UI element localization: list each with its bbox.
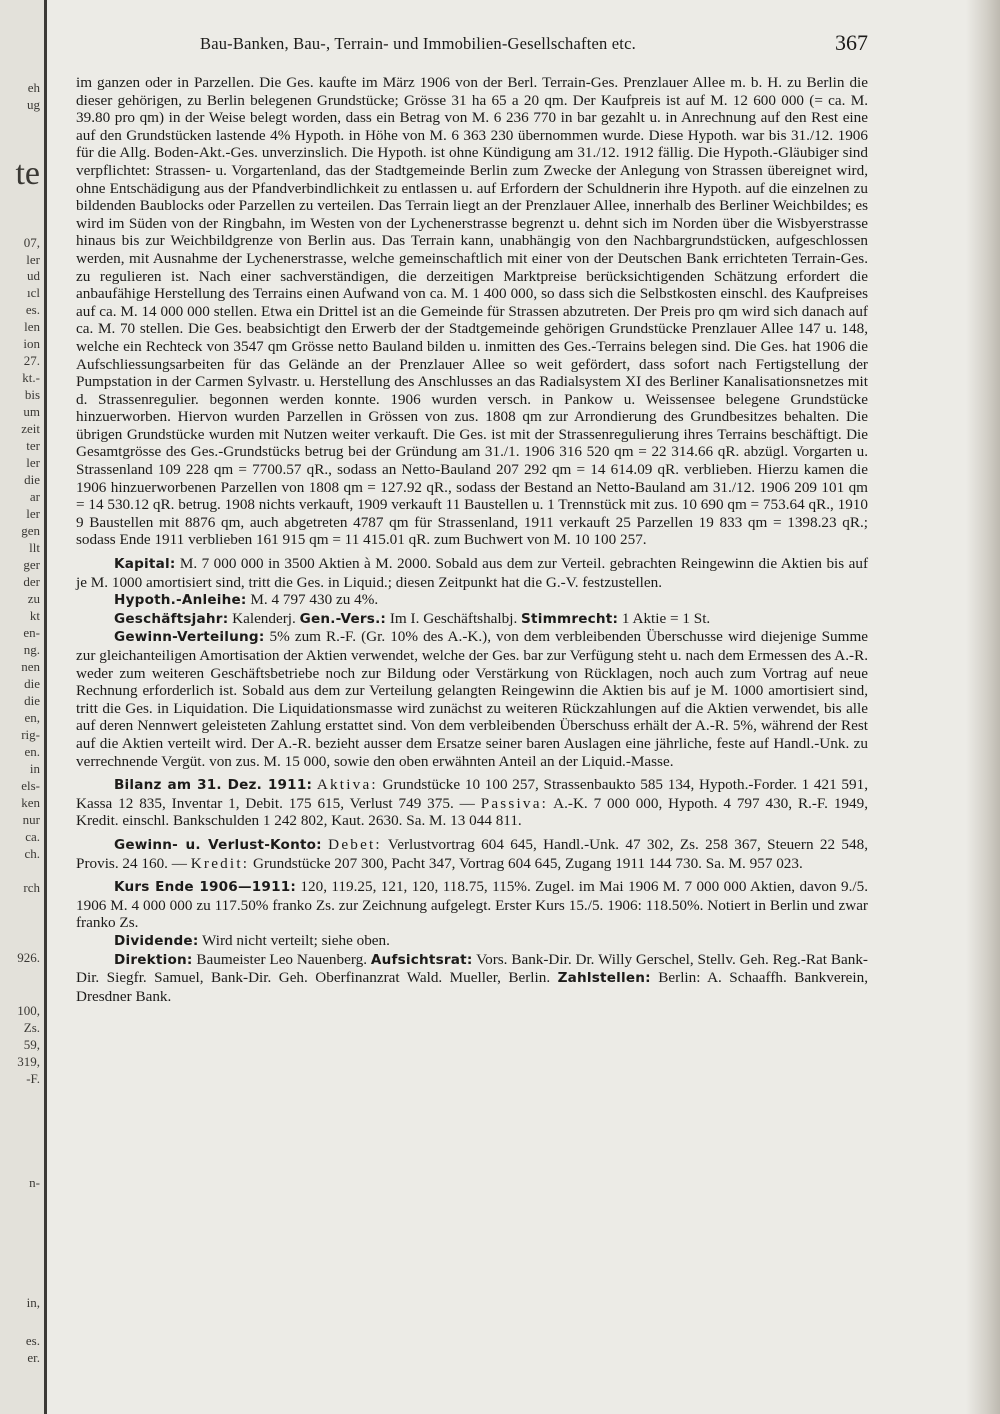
- section-label: Dividende:: [114, 932, 199, 949]
- margin-fragment: 27.: [23, 353, 40, 368]
- paragraph-text: A.-K. 7 000 000, Hypoth. 4 797 430, R.-F. 1949, Kredit. einschl. Bankschulden 1 242 802, Kaut. 2630. Sa. M. 13 044 811.: [76, 794, 868, 830]
- margin-fragment: Zs.: [23, 1020, 40, 1035]
- margin-fragment: nur: [22, 812, 40, 827]
- margin-fragment: len: [24, 319, 40, 334]
- page-number: 367: [835, 30, 868, 55]
- margin-fragment: te: [15, 155, 40, 192]
- adjacent-page-edge: [0, 0, 47, 1414]
- margin-fragment: -F.: [26, 1071, 40, 1086]
- margin-fragment: 59,: [23, 1037, 40, 1052]
- paragraph-kurs: [76, 878, 868, 932]
- margin-fragment: bis: [24, 387, 40, 402]
- margin-fragment: ca.: [25, 829, 40, 844]
- paragraph-text: M. 7 000 000 in 3500 Aktien à M. 2000. Sobald aus dem zur Verteil. gebrachten Reingewinn die Aktien bis auf je M. 1000 amortisiert sind, tritt die Ges. in Liquid.; diesen Zeitpunkt hat die G.-V. festzustellen.: [76, 555, 869, 591]
- paragraph-text: M. 4 797 430 zu 4%.: [250, 591, 379, 609]
- margin-fragment: zu: [27, 591, 40, 606]
- paragraph-text: Grundstücke 207 300, Pacht 347, Vortrag 604 645, Zugang 1911 144 730. Sa. M. 957 023.: [252, 854, 803, 872]
- margin-fragment: gen: [21, 523, 40, 538]
- margin-fragment: in,: [26, 1295, 40, 1310]
- margin-fragment: llt: [29, 540, 40, 555]
- body-text: [76, 74, 868, 1005]
- margin-fragment: die: [24, 676, 40, 691]
- paragraph-gewinn-verlust-konto: [76, 836, 868, 872]
- paragraph-text: 1 Aktie = 1 St.: [621, 609, 711, 627]
- margin-fragment: rch: [23, 880, 40, 895]
- margin-fragment: die: [24, 693, 40, 708]
- section-label: Stimmrecht:: [521, 610, 619, 627]
- margin-fragment: er.: [27, 1350, 40, 1365]
- margin-fragment: 926.: [17, 950, 40, 965]
- margin-fragment: 07,: [23, 235, 40, 250]
- paragraph-dividende: [76, 932, 868, 951]
- margin-fragment: 319,: [17, 1054, 40, 1069]
- margin-fragment: um: [23, 404, 40, 419]
- paragraph-bilanz: [76, 776, 868, 830]
- spaced-label: Passiva:: [480, 794, 549, 812]
- paragraph-text: Baumeister Leo Nauenberg.: [196, 950, 368, 968]
- margin-fragment: els-: [21, 778, 40, 793]
- margin-fragment: ar: [29, 489, 40, 504]
- section-label: Direktion:: [114, 951, 193, 968]
- margin-fragment: ch.: [24, 846, 40, 861]
- section-label: Geschäftsjahr:: [114, 610, 229, 627]
- running-title: Bau-Banken, Bau-, Terrain- und Immobilien-Gesellschaften etc.: [200, 34, 636, 53]
- margin-fragment: kt: [29, 608, 40, 623]
- spaced-label: Kredit:: [190, 854, 250, 872]
- margin-fragment: ler: [26, 252, 40, 267]
- paragraph-text: 5% zum R.-F. (Gr. 10% des A.-K.), von dem verbleibenden Überschusse wird diejenige Summe zur gleichanteiligen Amortisation der Aktien verwendet, welche der Ges. bar zur Verfügung steht u. nach dem Ermessen des A.-R. weder zum weiteren Geschäftsbetriebe noch zur Bildung oder Verstärkung von Rücklagen, noch auch zum Vortrag auf neue Rechnung erforderlich ist. Sobald aus dem zur Verteilung gelangten Reingewinn die Aktien bis auf je M. 1000 amortisiert sind, tritt die Ges. in Liquidation. Die Liquidationsmasse wird zunächst zu weiteren Rückzahlungen auf die Aktien verwendet, bis alle auf deren Nennwert geleisteten Zahlung erstattet sind. Von dem verbleibenden Überschuss erhält der A.-R. 5%, während der Rest auf die Aktien verteilt wird. Der A.-R. bezieht ausser dem Ersatze seiner baren Auslagen eine jährliche, feste auf Handl.-Unk. zu verrechnende Vergüt. von zus. M. 15 000, sowie den oben erwähnten Anteil an der Liquid.-Masse.: [76, 628, 868, 770]
- section-label: Gen.-Vers.:: [299, 610, 387, 627]
- paragraph-direktion: [76, 951, 868, 1006]
- section-label: Hypoth.-Anleihe:: [114, 592, 247, 609]
- margin-fragment: ion: [23, 336, 40, 351]
- paragraph-text: Im I. Geschäftshalbj.: [389, 609, 518, 627]
- margin-fragment: die: [24, 472, 40, 487]
- page-header: [76, 30, 868, 60]
- section-label: Gewinn- u. Verlust-Konto:: [114, 836, 322, 853]
- margin-fragment: nen: [21, 659, 40, 674]
- margin-fragment: en,: [24, 710, 40, 725]
- margin-fragment: n-: [29, 1175, 40, 1190]
- margin-fragment: kt.-: [22, 370, 40, 385]
- margin-fragment: ken: [21, 795, 40, 810]
- section-label: Kurs Ende 1906—1911:: [114, 879, 297, 896]
- section-label: Aufsichtsrat:: [370, 951, 473, 968]
- paragraph-text: Wird nicht verteilt; siehe oben.: [202, 931, 390, 949]
- margin-fragment: ler: [26, 506, 40, 521]
- spaced-label: Aktiva:: [316, 776, 378, 794]
- paragraph-gewinn-verteilung: [76, 628, 868, 770]
- book-spine-shadow: [966, 0, 1000, 1414]
- paragraph-text: Berlin: A. Schaaffh. Bankverein, Dresdner Bank.: [76, 969, 869, 1005]
- margin-fragment: der: [23, 574, 40, 589]
- section-label: Gewinn-Verteilung:: [114, 629, 265, 646]
- section-label: Zahlstellen:: [557, 970, 651, 987]
- paragraph-kapital: [76, 555, 868, 591]
- margin-fragment: es.: [25, 302, 40, 317]
- margin-fragment: ug: [27, 97, 40, 112]
- margin-fragment: in: [29, 761, 40, 776]
- margin-fragment: ger: [23, 557, 40, 572]
- margin-fragment: ler: [26, 455, 40, 470]
- margin-fragment: ter: [26, 438, 40, 453]
- section-label: Bilanz am 31. Dez. 1911:: [114, 777, 313, 794]
- paragraph-text: Verlustvortrag 604 645, Handl.-Unk. 47 302, Zs. 258 367, Steuern 22 548, Provis. 24 160. —: [76, 835, 868, 872]
- margin-fragment: rig-: [21, 727, 40, 742]
- paragraph-text: im ganzen oder in Parzellen. Die Ges. kaufte im März 1906 von der Berl. Terrain-Ges. Prenzlauer Allee m. b. H. zu Berlin die dieser gehörigen, zu Berlin belegenen Grundstücke; Grösse 31 ha 65 a 20 qm. Der Kaufpreis ist auf M. 12 600 000 (= ca. M. 39.80 pro qm) in der Weise belegt worden, dass ein Betrag von M. 6 236 770 in bar gezahlt u. in Anrechnung auf den Rest eine auf den Grundstücken lastende 4% Hypoth. in Höhe von M. 6 363 230 übernommen wurde. Diese Hypoth. war bis 31./12. 1906 für die Allg. Boden-Akt.-Ges. unverzinslich. Die Hypoth. ist ohne Kündigung am 31./12. 1912 fällig. Die Hypoth.-Gläubiger sind verpflichtet: Strassen- u. Vorgartenland, das der Stadtgemeinde Berlin zum Zwecke der Anlegung von Strassen übereignet wird, ohne Entschädigung aus der Pfandverbindlichkeit zu entlassen u. auf Erfordern der Schuldnerin ihre Hypoth. auf die einzelnen zu bildenden Baublocks oder Parzellen zu verteilen. Das Terrain liegt an der Prenzlauer Allee, innerhalb des Berliner Weichbildes; es wird im Süden von der Ringbahn, im Westen von der Lychenerstrasse begrenzt u. dehnt sich im Norden über die Wisbyerstrasse hinaus bis zur Weichbildgrenze von Berlin aus. Das Terrain kann, unabhängig von den Nachbargrundstücken, aufgeschlossen werden, mit Ausnahme der Lychenerstrasse, welche gemeinschaftlich mit einer von der Deutschen Bank errichteten Terrain-Ges. zu regulieren ist. Nach einer sachverständigen, die derzeitigen Marktpreise berücksichtigenden Schätzung erfordert die anbaufähige Herstellung des Terrains einen Aufwand von ca. M. 1 400 000, so dass sich die Selbstkosten einschl. des Kaufpreises auf ca. M. 14 000 000 stellen. Etwa ein Drittel ist an die Gemeinde für Strassen abzutreten. Der Preis pro qm wird sich danach auf ca. M. 70 stellen. Die Ges. beabsichtigt den Erwerb der der Stadtgemeinde gehörigen Grundstücke Prenzlauer Allee 147 u. 148, welche ein Rechteck von 3547 qm Grösse netto Bauland bilden u. inmitten des Ges.-Terrains belegen sind. Die Ges. hat 1906 die Aufschliessungsarbeiten für das Gelände an der Prenzlauer Allee so weit gefördert, dass sofort nach Fertigstellung der Pumpstation in der Carmen Sylvastr. u. Herstellung des Anschlusses an das Radialsystem XI des Berliner Kanalisationsnetzes mit d. Strassenregulier. begonnen werden konnte. 1906 wurden versch. in Pankow u. Weissensee belegene Grundstücke hinzuerworben. Hiervon wurden Parzellen in Grössen von zus. 1808 qm zur Arrondierung des Grundbesitzes behalten. Die übrigen Grundstücke wurden mit Nutzen weiter verkauft. Die Ges. ist mit der Strassenregulierung ihres Terrains beschäftigt. Die Gesamtgrösse des Ges.-Grundstücks betrug bei der Gründung am 31./1. 1906 316 520 qm = 22 314.66 qR. abzügl. Vorgarten u. Strassenland 109 228 qm = 7700.57 qR., sodass an Netto-Bauland 207 292 qm = 14 614.09 qR. verblieben. Hierzu kamen die 1906 hinzuerworbenen Parzellen von 1808 qm = 127.92 qR., sodass der Bestand an Netto-Bauland am 31./12. 1906 209 101 qm = 14 530.12 qR. betrug. 1908 nichts verkauft, 1909 verkauft 11 Baustellen u. 1 Trennstück mit zus. 10 690 qm = 753.64 qR., 1910 9 Baustellen mit 8876 qm, auch abgetreten 4787 qm für Strassenland, 1911 verkauft 25 Parzellen 19 833 qm = 1398.23 qR.; sodass Ende 1911 verblieben 161 915 qm = 11 415.01 qR. zum Buchwert von M. 10 100 257.: [76, 74, 868, 549]
- paragraph-terrain-description: [76, 74, 868, 549]
- paragraph-text: Kalenderj.: [232, 609, 296, 627]
- margin-fragment: ud: [27, 268, 40, 283]
- margin-fragment: zeit: [21, 421, 40, 436]
- spaced-label: Debet:: [328, 835, 382, 853]
- paragraph-hypoth-anleihe: [76, 591, 868, 610]
- paragraph-text: Vors. Bank-Dir. Dr. Willy Gerschel, Stellv. Geh. Reg.-Rat Bank-Dir. Siegfr. Samuel, Bank-Dir. Geh. Oberfinanzrat Wald. Mueller, Berlin.: [76, 950, 868, 987]
- margin-fragment: 100,: [17, 1003, 40, 1018]
- paragraph-text: Grundstücke 10 100 257, Strassenbaukto 585 134, Hypoth.-Forder. 1 421 591, Kassa 12 835, Inventar 1, Debit. 175 615, Verlust 749 375. —: [76, 776, 868, 812]
- paragraph-geschaeftsjahr: [76, 610, 868, 629]
- margin-fragment: en-: [23, 625, 40, 640]
- paragraph-text: 120, 119.25, 121, 120, 118.75, 115%. Zugel. im Mai 1906 M. 7 000 000 Aktien, davon 9./5. 1906 M. 4 000 000 zu 117.50% franko Zs. zur Zeichnung aufgelegt. Erster Kurs 15./5. 1906: 118.50%. Notiert in Berlin und zwar franko Zs.: [76, 878, 868, 932]
- margin-fragment: eh: [27, 80, 40, 95]
- section-label: Kapital:: [114, 556, 176, 573]
- margin-fragment: ng.: [23, 642, 40, 657]
- margin-fragment: en.: [24, 744, 40, 759]
- margin-fragment: ıcl: [27, 285, 40, 300]
- margin-fragment: es.: [25, 1333, 40, 1348]
